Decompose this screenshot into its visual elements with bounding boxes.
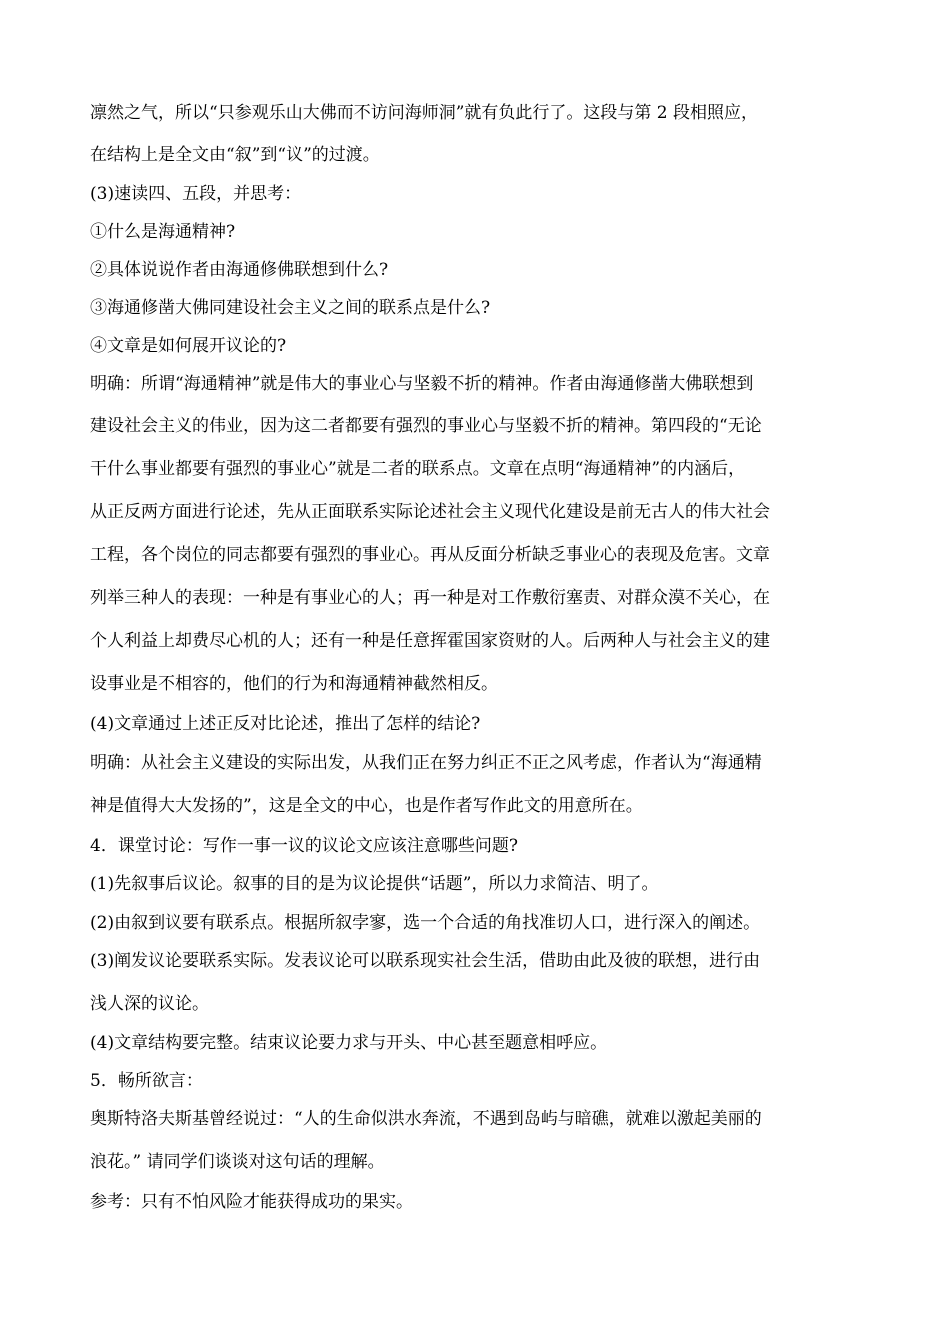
text-line: ②具体说说作者由海通修佛联想到什么?: [90, 260, 389, 280]
text-line: (4)文章通过上述正反对比论述，推出了怎样的结论?: [90, 714, 481, 734]
text-line: (3)速读四、五段，并思考：: [90, 184, 302, 204]
text-line: 奥斯特洛夫斯基曾经说过：“人的生命似洪水奔流，不遇到岛屿与暗礁，就难以激起美丽的: [90, 1109, 762, 1129]
text-line: 明确：从社会主义建设的实际出发，从我们正在努力纠正不正之风考虑，作者认为“海通精: [90, 753, 762, 773]
text-line: (1)先叙事后议论。叙事的目的是为议论提供“话题”，所以力求简洁、明了。: [90, 874, 659, 894]
text-line: 明确：所谓“海通精神”就是伟大的事业心与坚毅不折的精神。作者由海通修凿大佛联想到: [90, 374, 754, 394]
text-line: 从正反两方面进行论述，先从正面联系实际论述社会主义现代化建设是前无古人的伟大社会: [90, 502, 770, 522]
text-line: (4)文章结构要完整。结束议论要力求与开头、中心甚至题意相呼应。: [90, 1033, 608, 1053]
text-line: ④文章是如何展开议论的?: [90, 336, 287, 356]
text-line: (2)由叙到议要有联系点。根据所叙孛寥，选一个合适的角找准切人口，进行深入的阐述。: [90, 913, 761, 933]
text-line: 列举三种人的表现：一种是有事业心的人；再一种是对工作敷衍塞责、对群众漠不关心，在: [90, 588, 770, 608]
text-line: ①什么是海通精神?: [90, 222, 236, 242]
text-line: 神是值得大大发扬的”，这是全文的中心，也是作者写作此文的用意所在。: [90, 796, 643, 816]
text-line: 建设社会主义的伟业，因为这二者都要有强烈的事业心与坚毅不折的精神。第四段的“无论: [90, 416, 762, 436]
text-line: ③海通修凿大佛同建设社会主义之间的联系点是什么?: [90, 298, 491, 318]
text-line: 浪花。” 请同学们谈谈对这句话的理解。: [90, 1152, 385, 1172]
text-line: 参考：只有不怕风险才能获得成功的果实。: [90, 1192, 413, 1212]
text-line: 设事业是不相容的，他们的行为和海通精神截然相反。: [90, 674, 498, 694]
text-line: 浅人深的议论。: [90, 994, 209, 1014]
text-line: 凛然之气，所以“只参观乐山大佛而不访问海师洞”就有负此行了。这段与第 2 段相照应，: [90, 103, 759, 123]
text-line: 个人利益上却费尽心机的人；还有一种是任意挥霍国家资财的人。后两种人与社会主义的建: [90, 631, 770, 651]
text-line: (3)阐发议论要联系实际。发表议论可以联系现实社会生活，借助由此及彼的联想，进行由: [90, 951, 761, 971]
text-line: 工程，各个岗位的同志都要有强烈的事业心。再从反面分析缺乏事业心的表现及危害。文章: [90, 545, 770, 565]
text-line: 在结构上是全文由“叙”到“议”的过渡。: [90, 145, 380, 165]
text-line: 干什么事业都要有强烈的事业心”就是二者的联系点。文章在点明“海通精神”的内涵后，: [90, 459, 746, 479]
text-line: 5．畅所欲言：: [90, 1071, 203, 1091]
text-line: 4．课堂讨论：写作一事一议的议论文应该注意哪些问题?: [90, 836, 518, 856]
